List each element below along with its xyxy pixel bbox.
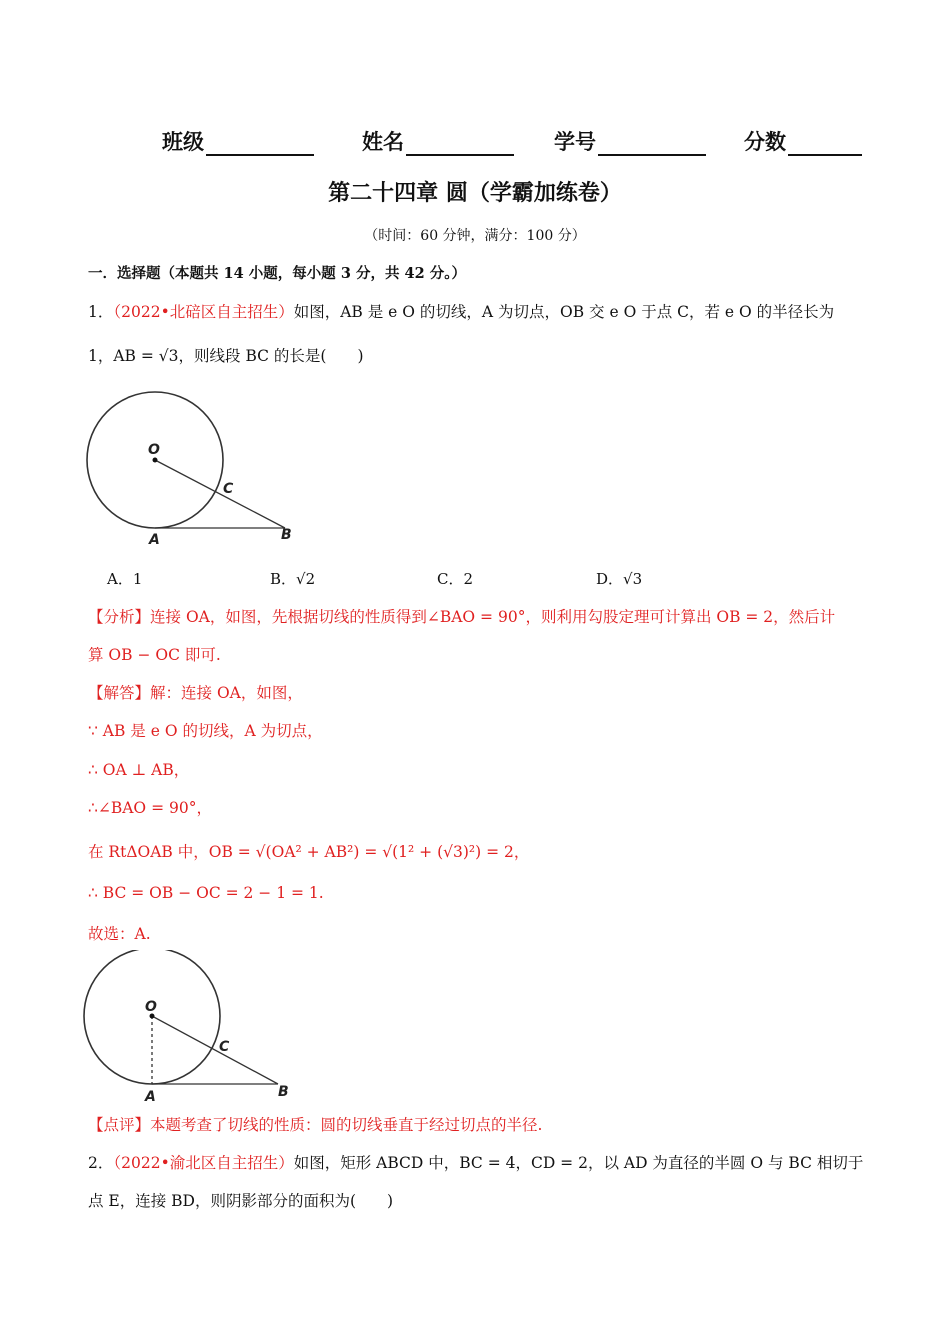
q1-source: （2022•北碚区自主招生） — [113, 303, 294, 321]
center-point — [153, 458, 158, 463]
label-c-2: C — [219, 1039, 230, 1055]
name-label: 姓名 — [362, 130, 404, 154]
label-a: A — [149, 532, 160, 548]
q1-analysis-line2: 算 OB − OC 即可. — [88, 646, 221, 664]
score-blank[interactable] — [788, 130, 862, 156]
q1-comment — [88, 1113, 542, 1135]
q1-option-b[interactable]: B．√2 — [270, 570, 316, 588]
label-c: C — [223, 481, 234, 497]
segment-ob-2 — [152, 1016, 278, 1084]
comment-text: 本题考查了切线的性质：圆的切线垂直于经过切点的半径. — [150, 1116, 543, 1134]
id-blank[interactable] — [598, 130, 706, 156]
q2-number: 2． — [88, 1154, 114, 1172]
q1-step5: ∴ BC = OB − OC = 2 − 1 = 1. — [88, 884, 324, 902]
q2-text-line2: 点 E，连接 BD，则阴影部分的面积为( ) — [88, 1192, 394, 1210]
score-label: 分数 — [744, 130, 786, 154]
label-o-2: O — [145, 999, 157, 1015]
q1-stem: 如图，AB 是 e O 的切线，A 为切点，OB 交 e O 于点 C，若 e O 的半径长为 — [293, 303, 835, 321]
page-subtitle: （时间：60 分钟，满分：100 分） — [364, 228, 586, 244]
label-a-2: A — [145, 1089, 156, 1105]
q1-text-line2: 1，AB = √3，则线段 BC 的长是( ) — [88, 347, 364, 365]
q1-figure — [80, 390, 310, 550]
q1-step3: ∴∠BAO = 90°， — [88, 799, 212, 817]
q2-stem: 如图，矩形 ABCD 中，BC = 4，CD = 2，以 AD 为直径的半圆 O 与 BC 相切于 — [293, 1154, 864, 1172]
q1-option-c[interactable]: C．2 — [437, 570, 474, 588]
id-label: 学号 — [554, 130, 596, 154]
analysis-tag: 【分析】 — [88, 608, 151, 626]
q1-answer-intro — [88, 681, 303, 703]
id-field — [554, 126, 706, 156]
section-heading: 一．选择题（本题共 14 小题，每小题 3 分，共 42 分。） — [88, 265, 466, 282]
page-title: 第二十四章 圆（学霸加练卷） — [328, 181, 622, 206]
q1-option-a[interactable]: A．1 — [107, 570, 143, 588]
q1-text-line1 — [88, 300, 834, 322]
answer-tag: 【解答】 — [88, 684, 151, 702]
q2-text-line1 — [88, 1151, 863, 1173]
q1-analysis-line1 — [88, 605, 835, 627]
q1-solution-figure — [78, 950, 308, 1110]
q1-step4: 在 RtΔOAB 中，OB = √(OA² + AB²) = √(1² + (√3)²) = 2， — [88, 843, 530, 861]
name-blank[interactable] — [406, 130, 514, 156]
q1-step2: ∴ OA ⊥ AB， — [88, 761, 190, 779]
answer-intro-text: 解：连接 OA，如图， — [150, 684, 303, 702]
segment-ob — [155, 460, 285, 528]
q1-number: 1． — [88, 303, 114, 321]
label-o: O — [148, 442, 160, 458]
q2-source: （2022•渝北区自主招生） — [113, 1154, 294, 1172]
score-field — [744, 126, 862, 156]
analysis-text: 连接 OA，如图，先根据切线的性质得到∠BAO = 90°，则利用勾股定理可计算出 OB = 2，然后计 — [150, 608, 836, 626]
comment-tag: 【点评】 — [88, 1116, 151, 1134]
class-label: 班级 — [162, 130, 204, 154]
class-field — [162, 126, 314, 156]
q1-choice: 故选：A. — [88, 925, 151, 943]
label-b: B — [281, 527, 292, 543]
class-blank[interactable] — [206, 130, 314, 156]
label-b-2: B — [278, 1084, 289, 1100]
q1-step1: ∵ AB 是 e O 的切线，A 为切点， — [88, 722, 323, 740]
q1-option-d[interactable]: D．√3 — [596, 570, 643, 588]
name-field — [362, 126, 514, 156]
